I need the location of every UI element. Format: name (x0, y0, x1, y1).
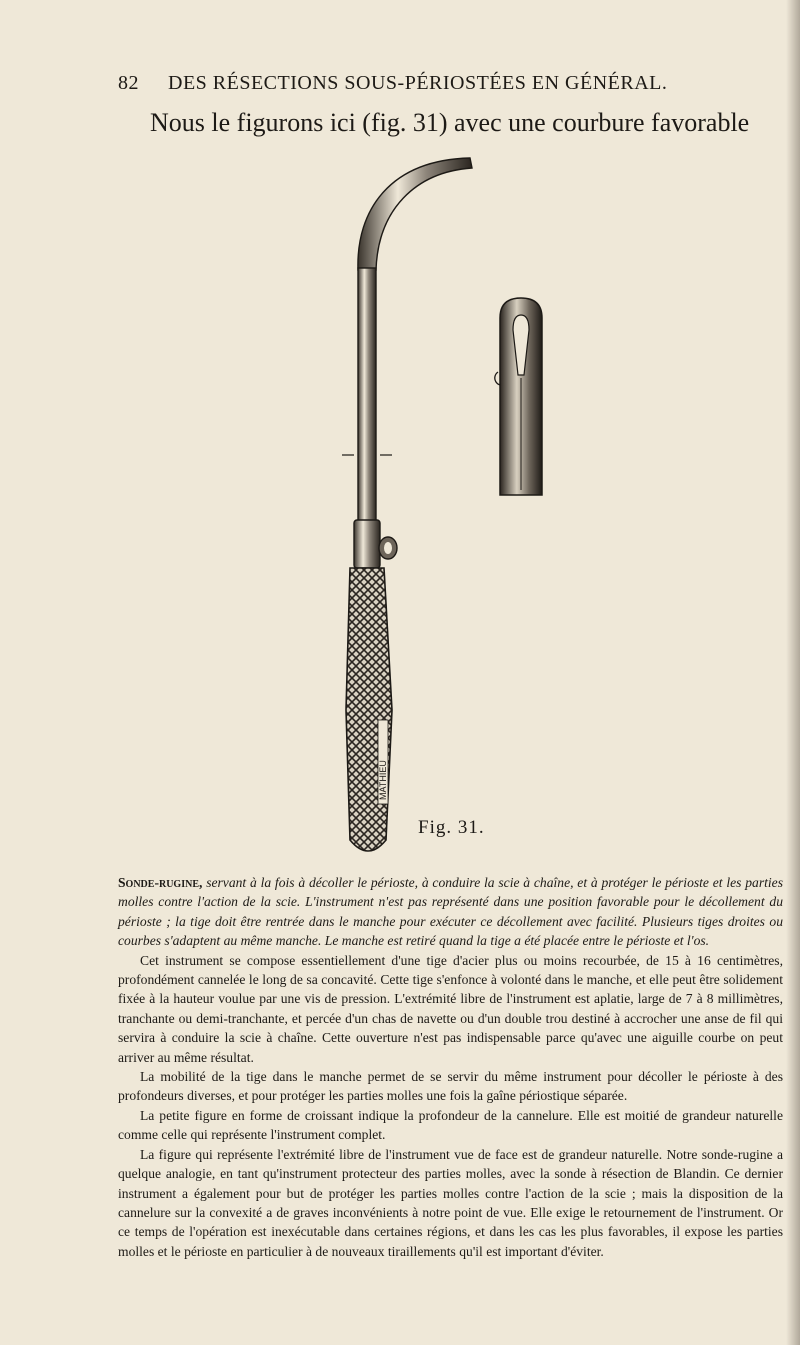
caption-paragraph-4: La figure qui représente l'extrémité libre de l'instrument vue de face est de grandeur naturelle. Notre sonde-rugine a quelque analogie, en tant qu'instrument protecteur des parties molles, avec la sonde à résection de Blandin. Ce dernier instrument a également pour but de protéger les parties molles contre l'action de la scie ; mais la disposition de la cannelure sur la convexité a de graves inconvénients à notre point de vue. Elle exige le retournement de l'instrument. Or ce temps de l'opération est inexécutable dans certaines régions, et dans les cas les plus favorables, il expose les parties molles et le périoste en particulier à de nouveaux tiraillements qu'il est important d'éviter. (118, 1146, 783, 1259)
figure-caption (118, 873, 783, 1261)
caption-legend (118, 873, 783, 951)
caption-description: servant à la fois à décoller le périoste, à conduire la scie à chaîne, et à protéger le périoste et les parties molles contre l'action de la scie. L'instrument n'est pas représenté dans une position favorable pour le décollement du périoste ; la tige doit être rentrée dans le manche pour exécuter ce décollement avec facilité. Plusieurs tiges droites ou courbes s'adaptent au même manche. Le manche est retiré quand la tige a été placée entre le périoste et l'os. (118, 875, 783, 949)
figure-31-illustration (320, 150, 580, 860)
ferrule-shape (354, 520, 380, 568)
shaft-shape (358, 268, 376, 523)
knurled-handle-shape (346, 568, 392, 851)
caption-paragraph-2: La mobilité de la tige dans le manche permet de se servir du même instrument pour décoller le périoste à des profondeurs diverses, et pour protéger les parties molles une fois la gaîne périostique séparée. (118, 1069, 783, 1104)
lead-text-line: Nous le figurons ici (fig. 31) avec une courbure favorable (150, 108, 750, 137)
curved-tip-shape (358, 158, 472, 270)
caption-paragraph-3: La petite figure en forme de croissant indique la profondeur de la cannelure. Elle est moitié de grandeur naturelle comme celle qui représente l'instrument complet. (118, 1107, 783, 1143)
maker-engraving: MATHIEU (378, 760, 388, 800)
figure-label: Fig. 31. (418, 817, 485, 838)
running-title: DES RÉSECTIONS SOUS-PÉRIOSTÉES EN GÉNÉRAL. (168, 72, 668, 94)
thumb-screw-highlight (384, 542, 392, 554)
caption-term: Sonde-rugine, (118, 875, 203, 890)
page-edge-shadow (786, 0, 800, 1345)
caption-paragraph-1: Cet instrument se compose essentiellement d'une tige d'acier plus ou moins recourbée, de 15 à 16 centimètres, profondément cannelée le long de sa concavité. Cette tige s'enfonce à volonté dans le manche, et elle peut être solidement fixée à la hauteur voulue par une vis de pression. L'extrémité libre de l'instrument est aplatie, large de 7 à 8 millimètres, tranchante ou demi-tranchante, et percée d'un chas de navette ou d'un double trou destiné à accrocher une anse de fil qui servira à conduire la scie à chaîne. Cette ouverture n'est pas indispensable parce qu'avec une aiguille courbe on peut arriver au même résultat. (118, 952, 783, 1065)
sonde-rugine-engraving (320, 150, 580, 860)
page-number: 82 (118, 72, 139, 94)
